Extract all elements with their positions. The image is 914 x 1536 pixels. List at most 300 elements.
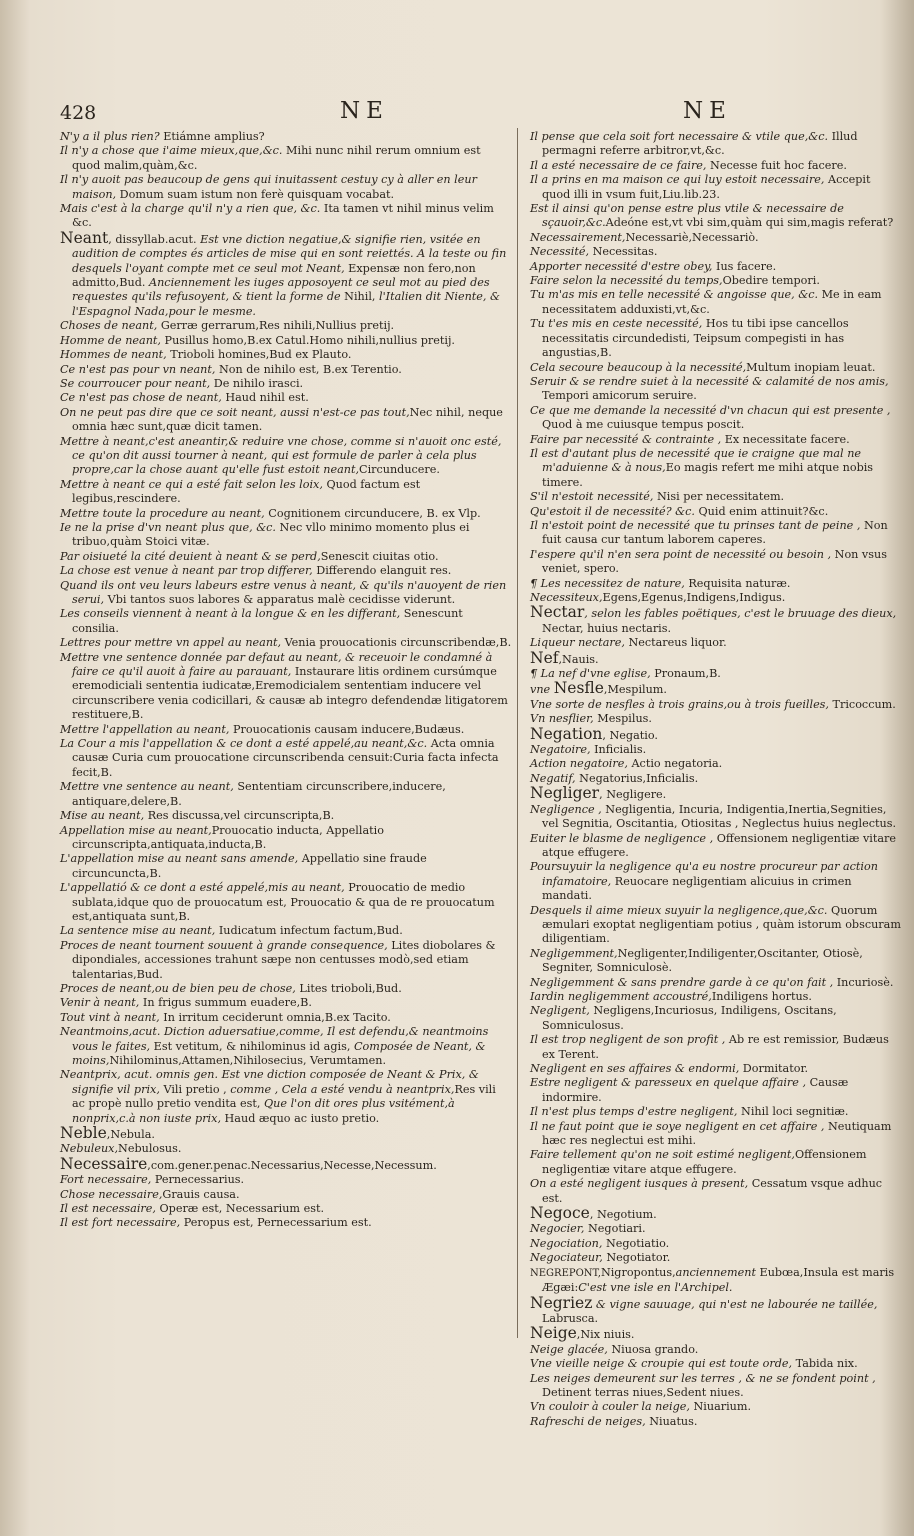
dictionary-entry: [60, 982, 512, 996]
french-text: Est vne diction negatiue,& signifie rien, vsitée en audition de comptes és articles de mise qui en sont reiettés. A la teste ou fin desquels l'oyant compte met ce seul mot Neant,: [72, 232, 507, 275]
french-text: Les conseils viennent à neant à la longue & en les differant,: [60, 607, 401, 621]
latin-text: Grauis causa.: [162, 1187, 240, 1201]
dictionary-entry: [530, 1222, 902, 1236]
latin-text: Dormitator.: [739, 1062, 809, 1075]
latin-text: Negligens,Incuriosus, Indiligens, Oscitans, Somniculosus.: [542, 1004, 837, 1032]
latin-text: Obedire tempori.: [722, 274, 820, 288]
latin-text: Inficialis.: [590, 743, 647, 757]
french-text: Proces de neant,ou de bien peu de chose,: [60, 981, 296, 995]
latin-text: Offensionem negligentiæ vitare atque effugere.: [542, 831, 896, 859]
latin-text: Nihil loci segnitiæ.: [737, 1105, 849, 1119]
dictionary-entry: [530, 976, 902, 990]
french-text: Chose necessaire,: [60, 1187, 163, 1201]
headword: Neble: [60, 1124, 107, 1143]
french-text: Les neiges demeurent sur les terres , & ne se fondent point ,: [530, 1371, 876, 1385]
latin-text: In irritum ceciderunt omnia,B.ex Tacito.: [159, 1010, 391, 1024]
french-text: La sentence mise au neant,: [60, 924, 216, 938]
french-text: Cela secoure beaucoup à la necessité,: [530, 360, 747, 374]
latin-text: Cognitionem circunducere, B. ex Vlp.: [264, 506, 481, 520]
french-text: Negociateur,: [530, 1251, 603, 1265]
french-text: Estre negligent & paresseux en quelque affaire ,: [530, 1076, 807, 1090]
french-text: & vigne sauuage, qui n'est ne labourée ne taillée,: [592, 1297, 878, 1311]
french-text: Il n'estoit point de necessité que tu prinses tant de peine ,: [530, 518, 861, 532]
french-text: Que l'on dit ores plus vsitément,à nonprix,c.à non iuste prix,: [72, 1097, 455, 1125]
dictionary-entry: [530, 1415, 902, 1429]
headword: Negliger: [530, 784, 600, 803]
french-text: Ie ne la prise d'vn neant plus que, &c.: [60, 520, 276, 534]
dictionary-entry: [530, 1177, 902, 1206]
dictionary-entry: [530, 1076, 902, 1105]
dictionary-entry: [60, 319, 512, 333]
latin-text: Negatorius,Inficialis.: [575, 771, 699, 785]
dictionary-entry: [60, 939, 512, 982]
latin-text: Indiligens hortus.: [711, 989, 812, 1003]
dictionary-entry: [530, 361, 902, 375]
dictionary-entry: [60, 881, 512, 924]
dictionary-entry: [60, 334, 512, 348]
latin-text: Acta omnia causæ Curia cum prouocatione circunscribenda censuit:Curia facta infecta fecit,B.: [72, 737, 499, 779]
french-text: Vn nesflier,: [530, 712, 594, 726]
dictionary-entry: [530, 274, 902, 288]
dictionary-entry: [530, 288, 902, 317]
french-text: Il a prins en ma maison ce qui luy estoit necessaire,: [530, 173, 825, 187]
french-text: Faire tellement qu'on ne soit estimé negligent,: [530, 1148, 795, 1162]
dictionary-entry: [530, 860, 902, 903]
latin-text: Me in eam necessitatem adduxisti,vt,&c.: [542, 288, 882, 316]
latin-text: Niuatus.: [645, 1414, 698, 1428]
latin-text: Res discussa,vel circunscripta,B.: [144, 809, 335, 823]
latin-text: Non vsus veniet, spero.: [542, 547, 887, 576]
dictionary-entry: [530, 202, 902, 231]
latin-text: Multum inopiam leuat.: [746, 360, 876, 374]
dictionary-entry: [60, 391, 512, 405]
dictionary-entry: [530, 990, 902, 1004]
dictionary-entry: [530, 1120, 902, 1149]
french-text: Il n'y a chose que i'aime mieux,que,&c.: [60, 144, 283, 158]
dictionary-entry: [530, 548, 902, 577]
french-text: Vn couloir à couler la neige,: [530, 1400, 690, 1414]
latin-text: Egens,Egenus,Indigens,Indigus.: [602, 591, 786, 604]
french-text: Seruir & se rendre suiet à la necessité & calamité de nos amis,: [530, 374, 889, 388]
dictionary-entry: [530, 404, 902, 433]
french-text: Negligemment & sans prendre garde à ce qu'on fait ,: [530, 975, 834, 989]
latin-text: Sententiam circunscribere,inducere, antiquare,delere,B.: [72, 780, 446, 808]
french-text: Tu m'as mis en telle necessité & angoisse que, &c.: [530, 288, 819, 302]
french-text: Qu'estoit il de necessité? &c.: [530, 504, 695, 518]
latin-text: ,Nix niuis.: [576, 1328, 635, 1342]
dictionary-entry: [530, 803, 902, 832]
latin-text: In frigus summum euadere,B.: [139, 996, 312, 1010]
latin-text: Haud nihil est.: [221, 391, 309, 405]
latin-text: Ex necessitate facere.: [721, 432, 850, 446]
headword: Negation: [530, 724, 603, 743]
dictionary-entry: [530, 519, 902, 548]
dictionary-entry: [60, 737, 512, 780]
dictionary-entry: [60, 579, 512, 608]
latin-text: Necessariè,Necessariò.: [625, 230, 759, 244]
latin-text: ,Mespilum.: [603, 683, 667, 697]
french-text: L'appellatió & ce dont a esté appelé,mis au neant,: [60, 881, 345, 895]
french-text: Il est fort necessaire,: [60, 1216, 181, 1230]
dictionary-entry: [530, 591, 902, 605]
french-text: Negocier,: [530, 1222, 585, 1236]
french-text: La Cour a mis l'appellation & ce dont a esté appelé,au neant,&c.: [60, 737, 428, 751]
latin-text: Pusillus homo,B.ex Catul.Homo nihili,nullius pretij.: [160, 333, 455, 347]
french-text: ¶ Les necessitez de nature,: [530, 576, 685, 590]
latin-text: Quid enim attinuit?&c.: [694, 504, 829, 518]
dictionary-entry: [530, 173, 902, 202]
dictionary-entry: [60, 1173, 512, 1187]
latin-text: Cessatum vsque adhuc est.: [542, 1177, 883, 1205]
dictionary-entry: [530, 447, 902, 490]
french-text: Appellation mise au neant,: [60, 823, 212, 837]
dictionary-entry: [60, 1188, 512, 1202]
french-text: Negligent en ses affaires & endormi,: [530, 1062, 740, 1075]
french-text: Vne sorte de nesfles à trois grains,ou à trois fueilles,: [530, 697, 829, 711]
french-text: Ce n'est pas pour vn neant,: [60, 362, 216, 376]
latin-text: Mihi nunc nihil rerum omnium est quod malim,quàm,&c.: [72, 144, 481, 172]
dictionary-entry: [60, 1126, 512, 1142]
dictionary-entry: [530, 904, 902, 947]
headword: Nesfle: [553, 679, 604, 698]
latin-text: Labrusca.: [542, 1311, 599, 1325]
dictionary-entry: [530, 1251, 902, 1265]
french-text: Se courroucer pour neant,: [60, 376, 211, 390]
latin-text: Nisi per necessitatem.: [653, 490, 785, 504]
dictionary-entry: [60, 507, 512, 521]
french-text: La chose est venue à neant par trop differer,: [60, 564, 313, 578]
french-text: S'il n'estoit necessité,: [530, 490, 654, 504]
dictionary-entry: [530, 698, 902, 712]
french-text: Necessiteux,: [530, 591, 603, 604]
dictionary-entry: [530, 490, 902, 504]
dictionary-entry: [530, 231, 902, 245]
column-divider: [517, 128, 518, 1338]
dictionary-entry: [60, 852, 512, 881]
french-text: vne: [530, 683, 554, 697]
french-text: l'Italien dit Niente, & l'Espagnol Nada,pour le mesme.: [72, 290, 500, 318]
latin-text: Mespilus.: [593, 712, 652, 726]
french-text: N'y a il plus rien?: [60, 130, 160, 143]
latin-text: Accepit quod illi in vsum fuit,Liu.lib.23.: [542, 173, 871, 201]
dictionary-entry: [60, 435, 512, 478]
french-text: Tu t'es mis en ceste necessité,: [530, 317, 703, 331]
latin-text: Negotiatio.: [602, 1236, 670, 1250]
french-text: Mettre l'appellation au neant,: [60, 722, 230, 736]
dictionary-entry: [530, 260, 902, 274]
french-text: Negligent,: [530, 1004, 590, 1018]
dictionary-entry: [60, 824, 512, 853]
dictionary-entry: [60, 173, 512, 202]
french-text: Liqueur nectare,: [530, 636, 625, 650]
dictionary-entry: [530, 375, 902, 404]
latin-text: Prouocatio de medio sublata,idque quo de prouocatum est, Prouocatio & qua de re prouocatum est,antiquata sunt,B.: [72, 881, 495, 923]
dictionary-entry: [530, 1004, 902, 1033]
latin-text: Vbi tantos suos labores & apparatus malè cecidisse viderunt.: [104, 593, 456, 606]
dictionary-entry: [60, 1154, 512, 1173]
latin-text: Haud æquo ac iusto pretio.: [221, 1111, 380, 1125]
latin-text: ,Nebula.: [106, 1128, 155, 1142]
french-text: , selon les fables poëtiques, c'est le bruuage des dieux,: [584, 607, 897, 621]
french-text: On a esté negligent iusques à present,: [530, 1177, 749, 1191]
french-text: Necessairement,: [530, 230, 626, 244]
dictionary-entry: [530, 130, 902, 159]
latin-text: Circunducere.: [359, 463, 440, 477]
french-text: Action negatoire,: [530, 757, 628, 771]
latin-text: Pronaum,B.: [650, 667, 721, 681]
latin-text: Nec nihil, neque omnia hæc sunt,quæ dicit tamen.: [72, 405, 503, 434]
dictionary-entry: [530, 1206, 902, 1222]
french-text: Iardin negligemment accoustré,: [530, 989, 712, 1003]
latin-text: Trioboli homines,Bud ex Plauto.: [166, 348, 352, 362]
dictionary-entry: [530, 1266, 902, 1296]
dictionary-entry: [530, 947, 902, 976]
headword: Neant: [60, 228, 109, 247]
dictionary-entry: [60, 521, 512, 550]
latin-text: Etiámne amplius?: [159, 130, 265, 143]
french-text: I'espere qu'il n'en sera point de necessité ou besoin ,: [530, 547, 832, 561]
dictionary-entry: [60, 723, 512, 737]
french-text: Il est necessaire,: [60, 1202, 156, 1216]
latin-text: Quorum æmulari exoptat negligentiam potius , quàm istorum obscuram diligentiam.: [542, 903, 901, 946]
latin-text: Pernecessarius.: [151, 1173, 245, 1187]
right-column: [530, 130, 902, 1429]
latin-text: Venia prouocationis circunscribendæ,B.: [281, 636, 512, 650]
latin-text: Tempori amicorum seruire.: [542, 389, 697, 403]
french-text: Composée de Neant, & moins,: [72, 1039, 486, 1067]
french-text: L'appellation mise au neant sans amende,: [60, 852, 299, 866]
latin-text: Nec vllo minimo momento plus ei tribuo,quàm Stoici vitæ.: [72, 520, 470, 549]
latin-text: Tabida nix.: [792, 1357, 858, 1371]
dictionary-entry: [60, 228, 512, 319]
page-header: [0, 96, 914, 130]
french-text: Apporter necessité d'estre obey,: [530, 259, 713, 273]
latin-text: Nihil,: [340, 290, 380, 304]
dictionary-entry: [530, 757, 902, 771]
dictionary-entry: [60, 1025, 512, 1068]
latin-text: Ita tamen vt nihil minus velim &c.: [72, 202, 494, 230]
latin-text: , Negligere.: [599, 788, 667, 802]
french-text: Homme de neant,: [60, 333, 161, 347]
latin-text: Est vetitum, & nihilominus id agis,: [150, 1039, 354, 1053]
dictionary-entry: [60, 202, 512, 231]
dictionary-entry: [530, 1372, 902, 1401]
french-text: Mettre à neant,c'est aneantir,& reduire vne chose, comme si n'auoit onc esté, ce qu'on dit aussi tourner à neant, qui est formule de parler à cela plus propre,car la chose auant qu'elle fust estoit neant,: [60, 434, 502, 477]
french-text: Par oisiueté la cité deuient à neant & se perd,: [60, 549, 321, 563]
latin-text: Quod factum est legibus,rescindere.: [72, 477, 421, 506]
latin-text: Prouocationis causam inducere,Budæus.: [229, 722, 465, 736]
latin-text: Senescit ciuitas otio.: [320, 549, 439, 563]
dictionary-entry: [60, 924, 512, 938]
french-text: Quand ils ont veu leurs labeurs estre venus à neant, & qu'ils n'auoyent de rien serui,: [60, 578, 507, 606]
latin-text: Prouocatio inducta, Appellatio circunscripta,antiquata,inducta,B.: [72, 823, 384, 851]
dictionary-entry: [530, 317, 902, 360]
french-text: ¶ La nef d'vne eglise,: [530, 667, 651, 681]
dictionary-entry: [530, 1237, 902, 1251]
dictionary-entry: [60, 363, 512, 377]
latin-text: Instaurare litis ordinem cursúmque eremodiciali sententia iudicatæ,Eremodicialem sententiam inducere vel circunscribere venia codicillari, & causæ ab integro defendendæ litigatorem restituere,B.: [72, 665, 508, 722]
latin-text: Causæ indormire.: [542, 1076, 849, 1104]
dictionary-entry: [530, 786, 902, 802]
french-text: Mettre vne sentence au neant,: [60, 780, 234, 794]
headword: Nef: [530, 648, 559, 667]
dictionary-entry: [530, 832, 902, 861]
dictionary-entry: [530, 1326, 902, 1342]
latin-text: Lites trioboli,Bud.: [295, 981, 402, 995]
running-head-left: NE: [340, 98, 389, 124]
dictionary-entry: [530, 1357, 902, 1371]
french-text: Venir à neant,: [60, 996, 140, 1010]
dictionary-entry: [60, 144, 512, 173]
dictionary-entry: [60, 809, 512, 823]
latin-text: Operæ est, Necessarium est.: [155, 1202, 324, 1216]
dictionary-entry: [530, 577, 902, 591]
french-text: C'est vne isle en l'Archipel.: [578, 1281, 733, 1295]
latin-text: Hos tu tibi ipse cancellos necessitatis circundedisti, Teipsum compegisti in has angustias,B.: [542, 317, 849, 360]
latin-text: Nebulosus.: [118, 1142, 182, 1156]
headword: Necessaire: [60, 1154, 148, 1173]
latin-text: Expensæ non fero,non admitto,Bud.: [72, 261, 476, 290]
dictionary-entry: [530, 1293, 902, 1327]
latin-text: Neutiquam hæc res neglectui est mihi.: [542, 1119, 892, 1148]
latin-text: Negotiari.: [584, 1222, 646, 1236]
latin-text: Negotiator.: [602, 1251, 671, 1265]
french-text: Il pense que cela soit fort necessaire & vtile que,&c.: [530, 130, 829, 143]
latin-text: Necessitas.: [589, 245, 658, 259]
dictionary-entry: [60, 130, 512, 144]
latin-text: Domum suam istum non ferè quisquam vocabat.: [116, 187, 395, 201]
latin-text: Tricoccum.: [828, 697, 896, 711]
dictionary-entry: [60, 564, 512, 578]
french-text: Mais c'est à la charge qu'il n'y a rien que, &c.: [60, 202, 321, 216]
french-text: Tout vint à neant,: [60, 1010, 160, 1024]
french-text: Il ne faut point que ie soye negligent en cet affaire ,: [530, 1119, 825, 1133]
dictionary-entry: [530, 433, 902, 447]
latin-text: Ab re est remissior, Budæus ex Terent.: [542, 1033, 889, 1061]
latin-text: Nectareus liquor.: [624, 636, 727, 650]
page-number: 428: [60, 102, 97, 124]
dictionary-entry: [530, 648, 902, 667]
latin-text: Non de nihilo est, B.ex Terentio.: [215, 362, 402, 376]
french-text: Necessité,: [530, 245, 590, 259]
headword: Nectar: [530, 603, 585, 622]
latin-text: Nihilominus,Attamen,Nihilosecius, Verumtamen.: [109, 1054, 387, 1067]
french-text: Nebuleux,: [60, 1142, 119, 1156]
french-text: Mettre vne sentence donnée par defaut au neant, & receuoir le condamné à faire ce qu'il auoit à faire au parauant,: [60, 650, 493, 679]
dictionary-entry: [530, 1033, 902, 1062]
dictionary-entry: [530, 159, 902, 173]
french-text: Rafreschi de neiges,: [530, 1414, 646, 1428]
headword: Neige: [530, 1324, 577, 1343]
french-text: Faire selon la necessité du temps,: [530, 274, 723, 288]
latin-text: Nigropontus,: [600, 1265, 676, 1279]
latin-text: Niuosa grando.: [607, 1342, 699, 1356]
french-text: Negligence ,: [530, 802, 602, 816]
latin-text: Offensionem negligentiæ vitare atque effugere.: [542, 1148, 867, 1176]
dictionary-entry: [60, 996, 512, 1010]
latin-text: Iudicatum infectum factum,Bud.: [215, 924, 403, 938]
french-text: Lettres pour mettre vn appel au neant,: [60, 636, 282, 650]
french-text: Ce que me demande la necessité d'vn chacun qui est presente ,: [530, 403, 891, 417]
dictionary-entry: [60, 377, 512, 391]
latin-text: Lites diobolares & dipondiales, accessiones trahunt sæpe non centusses modò,sed etiam talentarias,Bud.: [72, 938, 496, 981]
french-text: Neantprix, acut. omnis gen. Est vne diction composée de Neant & Prix, & signifie vil prix,: [60, 1068, 479, 1096]
latin-text: Quod à me cuiusque tempus poscit.: [542, 418, 745, 432]
french-text: Negatif,: [530, 771, 576, 785]
dictionary-entry: [60, 348, 512, 362]
dictionary-entry: [60, 406, 512, 435]
dictionary-entry: [60, 1011, 512, 1025]
french-text: On ne peut pas dire que ce soit neant, aussi n'est-ce pas tout,: [60, 405, 410, 419]
french-text: Mettre toute la procedure au neant,: [60, 506, 265, 520]
latin-text: Differendo elanguit res.: [312, 564, 452, 578]
french-text: Proces de neant tournent souuent à grande consequence,: [60, 938, 388, 952]
french-text: comme , Cela a esté vendu à neantprix,: [230, 1082, 455, 1096]
dictionary-entry: [60, 636, 512, 650]
dictionary-entry: [530, 1148, 902, 1177]
french-text: Ce n'est pas chose de neant,: [60, 391, 222, 405]
french-text: Il est trop negligent de son profit ,: [530, 1033, 726, 1047]
dictionary-entry: [60, 607, 512, 636]
latin-text: Appellatio sine fraude circuncuncta,B.: [72, 852, 427, 880]
french-text: Choses de neant,: [60, 319, 158, 333]
french-text: Anciennement les iuges apposoyent ce seul mot au pied des requestes qu'ils refusoyent, & tient la forme de: [72, 276, 490, 304]
latin-text: Eubœa,Insula est maris Ægæi:: [542, 1265, 895, 1295]
latin-text: Incuriosè.: [833, 975, 894, 989]
french-text: Hommes de neant,: [60, 348, 167, 362]
latin-text: ,com.gener.penac.Necessarius,Necesse,Necessum.: [147, 1158, 437, 1172]
french-text: Il n'est plus temps d'estre negligent,: [530, 1105, 738, 1119]
dictionary-entry: [530, 743, 902, 757]
latin-text: , Negatio.: [602, 728, 658, 742]
latin-text: Senescunt consilia.: [72, 607, 463, 635]
french-text: anciennement: [675, 1265, 756, 1279]
latin-text: Requisita naturæ.: [684, 576, 791, 590]
latin-text: Negligenter,Indiligenter,Oscitanter, Otiosè, Segniter, Somniculosè.: [542, 946, 863, 975]
latin-text: Illud permagni referre arbitror,vt,&c.: [542, 130, 858, 158]
french-text: Poursuyuir la negligence qu'a eu nostre procureur par action infamatoire,: [530, 860, 878, 888]
french-text: Il a esté necessaire de ce faire,: [530, 158, 707, 172]
dictionary-entry: [530, 1105, 902, 1119]
latin-text: , dissyllab.acut.: [108, 232, 201, 246]
dictionary-entry: [530, 245, 902, 259]
latin-text: Detinent terras niues,Sedent niues.: [542, 1385, 744, 1399]
dictionary-entry: [530, 1062, 902, 1076]
latin-text: Nectar, huius nectaris.: [542, 621, 672, 635]
dictionary-entry: [60, 1068, 512, 1126]
dictionary-entry: [60, 478, 512, 507]
latin-text: Reuocare negligentiam alicuius in crimen mandati.: [542, 874, 852, 903]
french-text: Mettre à neant ce qui a esté fait selon les loix,: [60, 477, 323, 491]
french-text: Neantmoins,acut. Diction aduersatiue,comme, Il est defendu,& neantmoins vous le faites,: [60, 1025, 489, 1053]
latin-text: Vili pretio ,: [159, 1082, 231, 1096]
headword: Negriez: [530, 1293, 593, 1312]
dictionary-entry: [60, 550, 512, 564]
latin-text: , Negotium.: [589, 1208, 657, 1222]
dictionary-entry: [530, 1400, 902, 1414]
latin-text: De nihilo irasci.: [210, 376, 304, 390]
french-text: Neige glacée,: [530, 1342, 608, 1356]
latin-text: Niuarium.: [689, 1400, 752, 1414]
latin-text: Gerræ gerrarum,Res nihili,Nullius pretij.: [157, 319, 395, 333]
french-text: Faire par necessité & contrainte ,: [530, 432, 722, 446]
headword: Negoce: [530, 1204, 590, 1223]
dictionary-entry: [530, 1343, 902, 1357]
latin-text: Res vili ac propè nullo pretio vendita est,: [72, 1082, 496, 1111]
latin-text: Peropus est, Pernecessarium est.: [180, 1216, 372, 1230]
french-text: Negatoire,: [530, 743, 591, 757]
latin-text: Adeóne est,vt vbi sim,quàm qui sim,magis referat?: [605, 216, 894, 230]
